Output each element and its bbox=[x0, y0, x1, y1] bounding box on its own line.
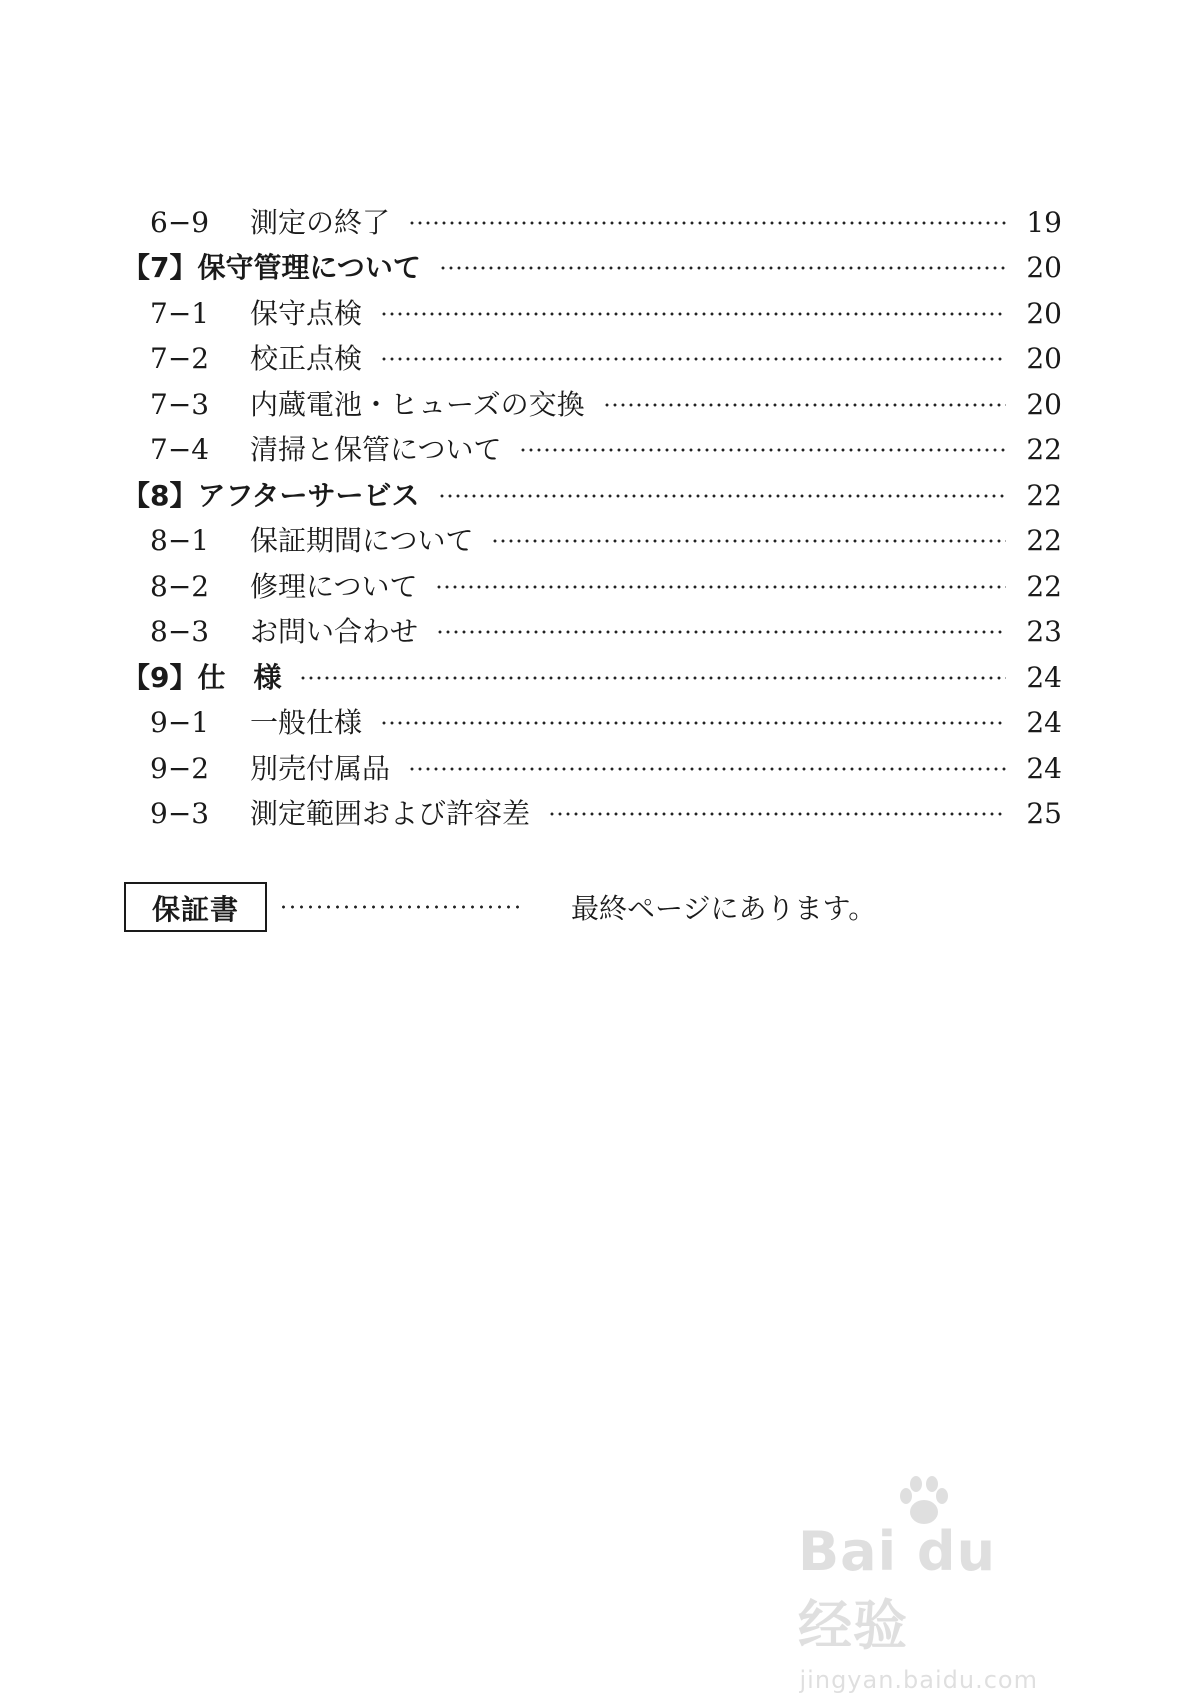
toc-entry-title: 内蔵電池・ヒューズの交換 bbox=[250, 387, 585, 421]
watermark-url: jingyan.baidu.com bbox=[799, 1666, 1038, 1694]
dot-leader bbox=[519, 445, 1006, 455]
toc-entry bbox=[122, 200, 1062, 246]
toc-entry-title: 保証期間について bbox=[250, 524, 474, 558]
toc-entry bbox=[122, 428, 1062, 474]
watermark-brand: Bai du 经验 bbox=[798, 1520, 997, 1657]
toc-entry bbox=[122, 291, 1062, 337]
toc-entry bbox=[122, 610, 1062, 656]
dot-leader bbox=[439, 263, 1006, 273]
toc-entry-number: 6−9 bbox=[150, 205, 210, 239]
toc-entry bbox=[122, 792, 1062, 838]
toc-entry-number: 9−1 bbox=[150, 706, 210, 740]
dot-leader bbox=[548, 809, 1006, 819]
toc-entry bbox=[122, 746, 1062, 792]
warranty-note: 最終ページにあります。 bbox=[571, 892, 877, 925]
toc-entry-title: 【9】仕 様 bbox=[122, 660, 282, 694]
toc-entry-number: 7−3 bbox=[150, 387, 210, 421]
toc-entry-title: 測定の終了 bbox=[250, 205, 391, 239]
toc-page-number: 24 bbox=[1026, 751, 1062, 785]
toc-entry-title: 【7】保守管理について bbox=[122, 251, 421, 285]
dot-leader bbox=[279, 902, 525, 912]
dot-leader bbox=[438, 491, 1006, 501]
dot-leader bbox=[408, 764, 1006, 774]
paw-icon bbox=[894, 1474, 954, 1530]
dot-leader bbox=[299, 673, 1006, 683]
toc-entry-title: 校正点検 bbox=[250, 342, 363, 376]
toc-page-number: 19 bbox=[1026, 205, 1062, 239]
toc-entry-number: 7−1 bbox=[150, 296, 210, 330]
toc-page-number: 25 bbox=[1026, 797, 1062, 831]
toc-section-heading bbox=[122, 473, 1062, 519]
toc-section-heading bbox=[122, 246, 1062, 292]
toc-page-number: 24 bbox=[1026, 706, 1062, 740]
warranty-label-box: 保証書 bbox=[124, 882, 267, 932]
toc-entry bbox=[122, 564, 1062, 610]
toc-entry-number: 8−3 bbox=[150, 615, 210, 649]
toc-entry-number: 7−4 bbox=[150, 433, 210, 467]
toc-page-number: 24 bbox=[1026, 660, 1062, 694]
toc-page-number: 23 bbox=[1026, 615, 1062, 649]
toc-entry bbox=[122, 382, 1062, 428]
toc-page-number: 22 bbox=[1026, 524, 1062, 558]
toc-page-number: 20 bbox=[1026, 387, 1062, 421]
toc-page-number: 20 bbox=[1026, 296, 1062, 330]
toc-entry-number: 9−2 bbox=[150, 751, 210, 785]
toc-page-number: 22 bbox=[1026, 433, 1062, 467]
toc-entry-number: 7−2 bbox=[150, 342, 210, 376]
toc-entry-title: お問い合わせ bbox=[250, 615, 419, 649]
table-of-contents bbox=[122, 200, 1062, 837]
toc-entry bbox=[122, 519, 1062, 565]
dot-leader bbox=[408, 218, 1006, 228]
warranty-reference bbox=[124, 882, 876, 932]
toc-entry bbox=[122, 701, 1062, 747]
dot-leader bbox=[380, 354, 1006, 364]
dot-leader bbox=[435, 582, 1006, 592]
baidu-watermark bbox=[798, 1520, 1038, 1694]
toc-entry-number: 8−1 bbox=[150, 524, 210, 558]
toc-entry bbox=[122, 337, 1062, 383]
dot-leader bbox=[380, 718, 1006, 728]
toc-page-number: 22 bbox=[1026, 569, 1062, 603]
toc-section-heading bbox=[122, 655, 1062, 701]
toc-entry-title: 【8】アフターサービス bbox=[122, 478, 420, 512]
toc-entry-title: 測定範囲および許容差 bbox=[250, 797, 531, 831]
toc-page-number: 20 bbox=[1026, 251, 1062, 285]
toc-entry-title: 一般仕様 bbox=[250, 706, 363, 740]
toc-entry-title: 清掃と保管について bbox=[250, 433, 502, 467]
toc-entry-title: 別売付属品 bbox=[250, 751, 391, 785]
toc-page-number: 22 bbox=[1026, 478, 1062, 512]
toc-entry-title: 修理について bbox=[250, 569, 418, 603]
dot-leader bbox=[436, 627, 1006, 637]
toc-entry-number: 9−3 bbox=[150, 797, 210, 831]
toc-entry-number: 8−2 bbox=[150, 569, 210, 603]
toc-entry-title: 保守点検 bbox=[250, 296, 363, 330]
dot-leader bbox=[380, 309, 1006, 319]
dot-leader bbox=[603, 400, 1006, 410]
toc-page-number: 20 bbox=[1026, 342, 1062, 376]
dot-leader bbox=[491, 536, 1006, 546]
